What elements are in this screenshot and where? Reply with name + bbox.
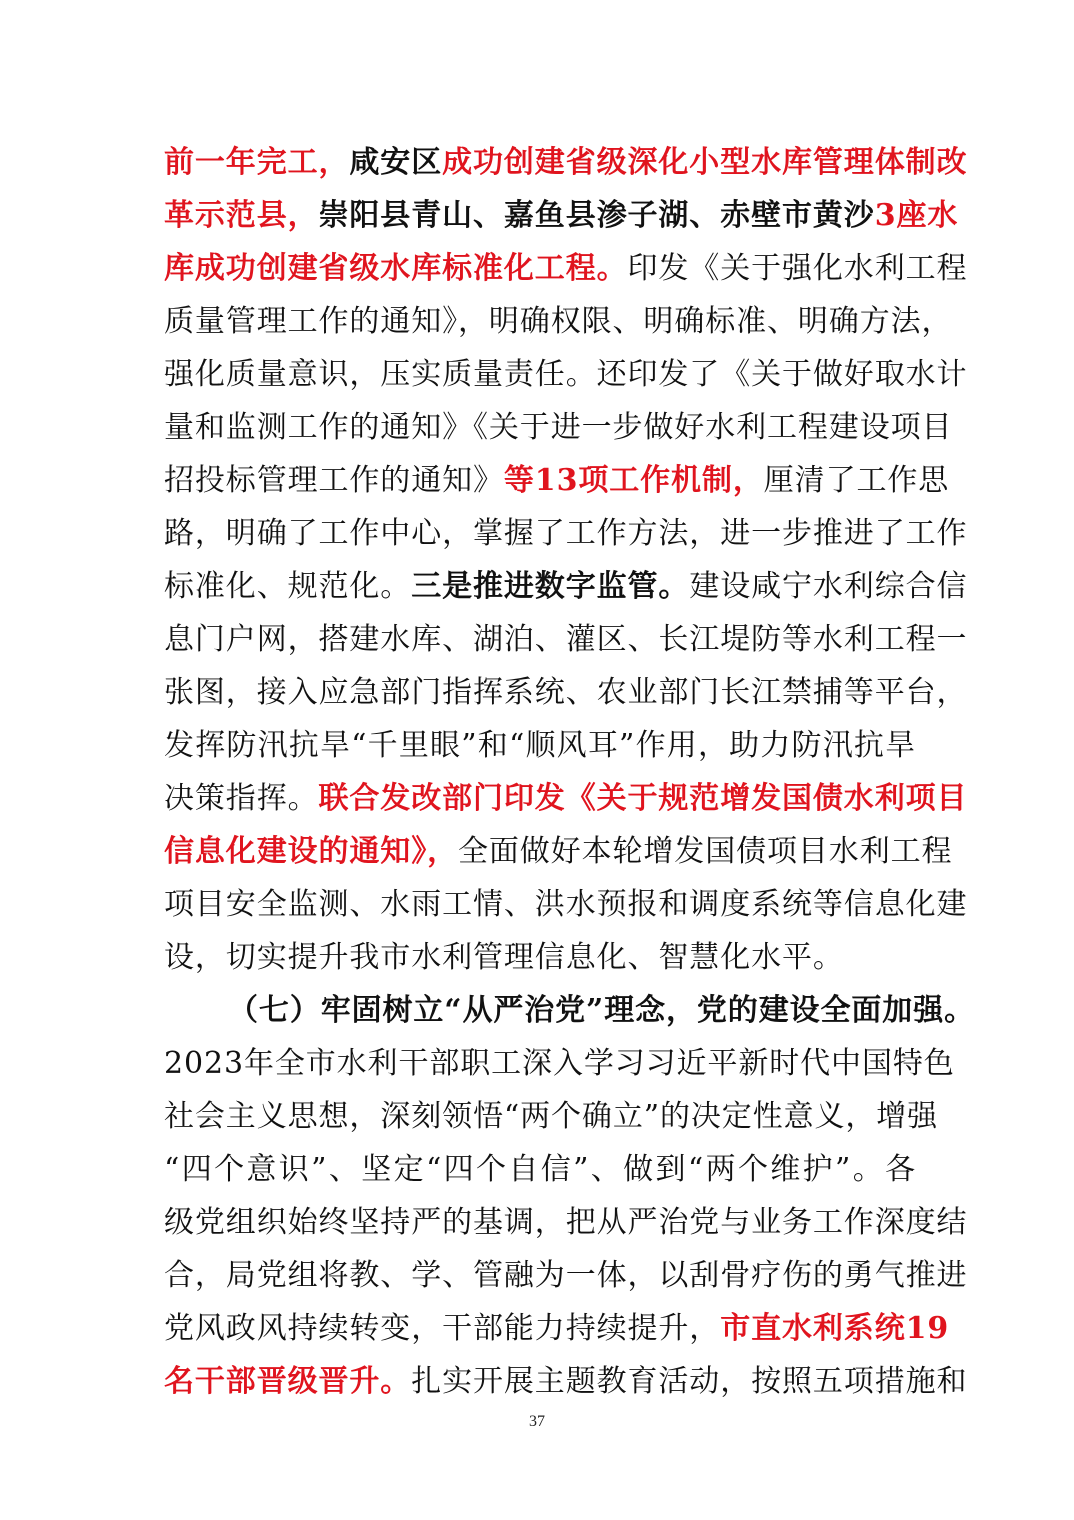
highlighted-text-segment: （七）牢固树立“从严治党”理念，党的建设全面加强。	[228, 993, 976, 1028]
body-text-segment: 扎实开展主题教育活动，按照五项措施和	[411, 1364, 968, 1399]
body-text-segment: 量和监测工作的通知》《关于进一步做好水利工程建设项目	[164, 410, 953, 445]
text-line	[164, 719, 916, 772]
highlighted-text-segment: 库成功创建省级水库标准化工程。	[164, 251, 628, 286]
highlighted-text-segment: 革示范县，	[164, 198, 319, 233]
text-line	[164, 772, 968, 825]
highlighted-text-segment: 市直水利系统19	[720, 1311, 950, 1346]
text-line	[164, 348, 968, 401]
body-text-segment: 张图，接入应急部门指挥系统、农业部门长江禁捕等平台，	[164, 675, 968, 710]
body-text-segment: 标准化、规范化。	[164, 569, 412, 604]
text-line	[164, 1090, 939, 1143]
highlighted-text-segment: 名干部晋级晋升。	[164, 1364, 412, 1399]
text-line	[164, 136, 968, 189]
text-line	[164, 295, 953, 348]
body-text-segment: 息门户网，搭建水库、湖泊、灌区、长江堤防等水利工程一	[164, 622, 968, 657]
body-text-segment: 级党组织始终坚持严的基调，把从严治党与业务工作深度结	[164, 1205, 968, 1240]
body-text-segment: 建设咸宁水利综合信	[689, 569, 968, 604]
text-line	[164, 454, 950, 507]
text-line	[164, 401, 953, 454]
highlighted-text-segment: 前一年完工，	[164, 145, 350, 180]
highlighted-text-segment: 3座水	[874, 198, 959, 233]
text-line	[164, 666, 968, 719]
page-number: 37	[529, 1413, 545, 1430]
body-text-segment: “四个意识”、坚定“四个自信”、做到“两个维护”。各	[164, 1152, 916, 1187]
body-text-segment: 路，明确了工作中心，掌握了工作方法，进一步推进了工作	[164, 516, 968, 551]
text-line	[164, 931, 916, 984]
highlighted-text-segment: 崇阳县青山、嘉鱼县渗子湖、赤壁市黄沙	[318, 198, 875, 233]
text-line	[164, 560, 968, 613]
body-text-segment: 招投标管理工作的通知》	[164, 463, 504, 498]
body-text-segment: 质量管理工作的通知》，明确权限、明确标准、明确方法，	[164, 304, 953, 339]
body-text-segment: 社会主义思想，深刻领悟“两个确立”的决定性意义，增强	[164, 1099, 939, 1134]
text-line	[164, 507, 968, 560]
body-text-segment: 设，切实提升我市水利管理信息化、智慧化水平。	[164, 940, 844, 975]
body-text-segment: 强化质量意识，压实质量责任。还印发了《关于做好取水计	[164, 357, 968, 392]
body-text-segment: 厘清了工作思	[763, 463, 950, 498]
text-line	[164, 1143, 916, 1196]
text-line	[164, 1249, 968, 1302]
body-text-segment: 2023年全市水利干部职工深入学习习近平新时代中国特色	[164, 1046, 955, 1081]
body-text-segment: 项目安全监测、水雨工情、洪水预报和调度系统等信息化建	[164, 887, 968, 922]
text-line	[164, 1196, 968, 1249]
body-text	[164, 136, 976, 1408]
highlighted-text-segment: 成功创建省级深化小型水库管理体制改	[442, 145, 968, 180]
text-line	[164, 189, 959, 242]
highlighted-text-segment: 三是推进数字监管。	[411, 569, 690, 604]
text-line	[164, 878, 968, 931]
text-line	[164, 1037, 955, 1090]
text-line	[164, 613, 968, 666]
highlighted-text-segment: 咸安区	[349, 145, 443, 180]
body-text-segment: 党风政风持续转变，干部能力持续提升，	[164, 1311, 721, 1346]
highlighted-text-segment: 等13项工作机制，	[503, 463, 764, 498]
body-text-segment: 合，局党组将教、学、管融为一体，以刮骨疗伤的勇气推进	[164, 1258, 968, 1293]
text-line	[164, 1302, 950, 1355]
text-line	[164, 242, 968, 295]
text-line	[164, 1355, 968, 1408]
body-text-segment: 印发《关于强化水利工程	[627, 251, 968, 286]
text-line	[164, 825, 953, 878]
highlighted-text-segment: 信息化建设的通知》，	[164, 834, 458, 869]
body-text-segment: 发挥防汛抗旱“千里眼”和“顺风耳”作用，助力防汛抗旱	[164, 728, 916, 763]
highlighted-text-segment: 联合发改部门印发《关于规范增发国债水利项目	[318, 781, 968, 816]
body-text-segment: 全面做好本轮增发国债项目水利工程	[458, 834, 953, 869]
text-line	[164, 984, 976, 1037]
body-text-segment: 决策指挥。	[164, 781, 319, 816]
